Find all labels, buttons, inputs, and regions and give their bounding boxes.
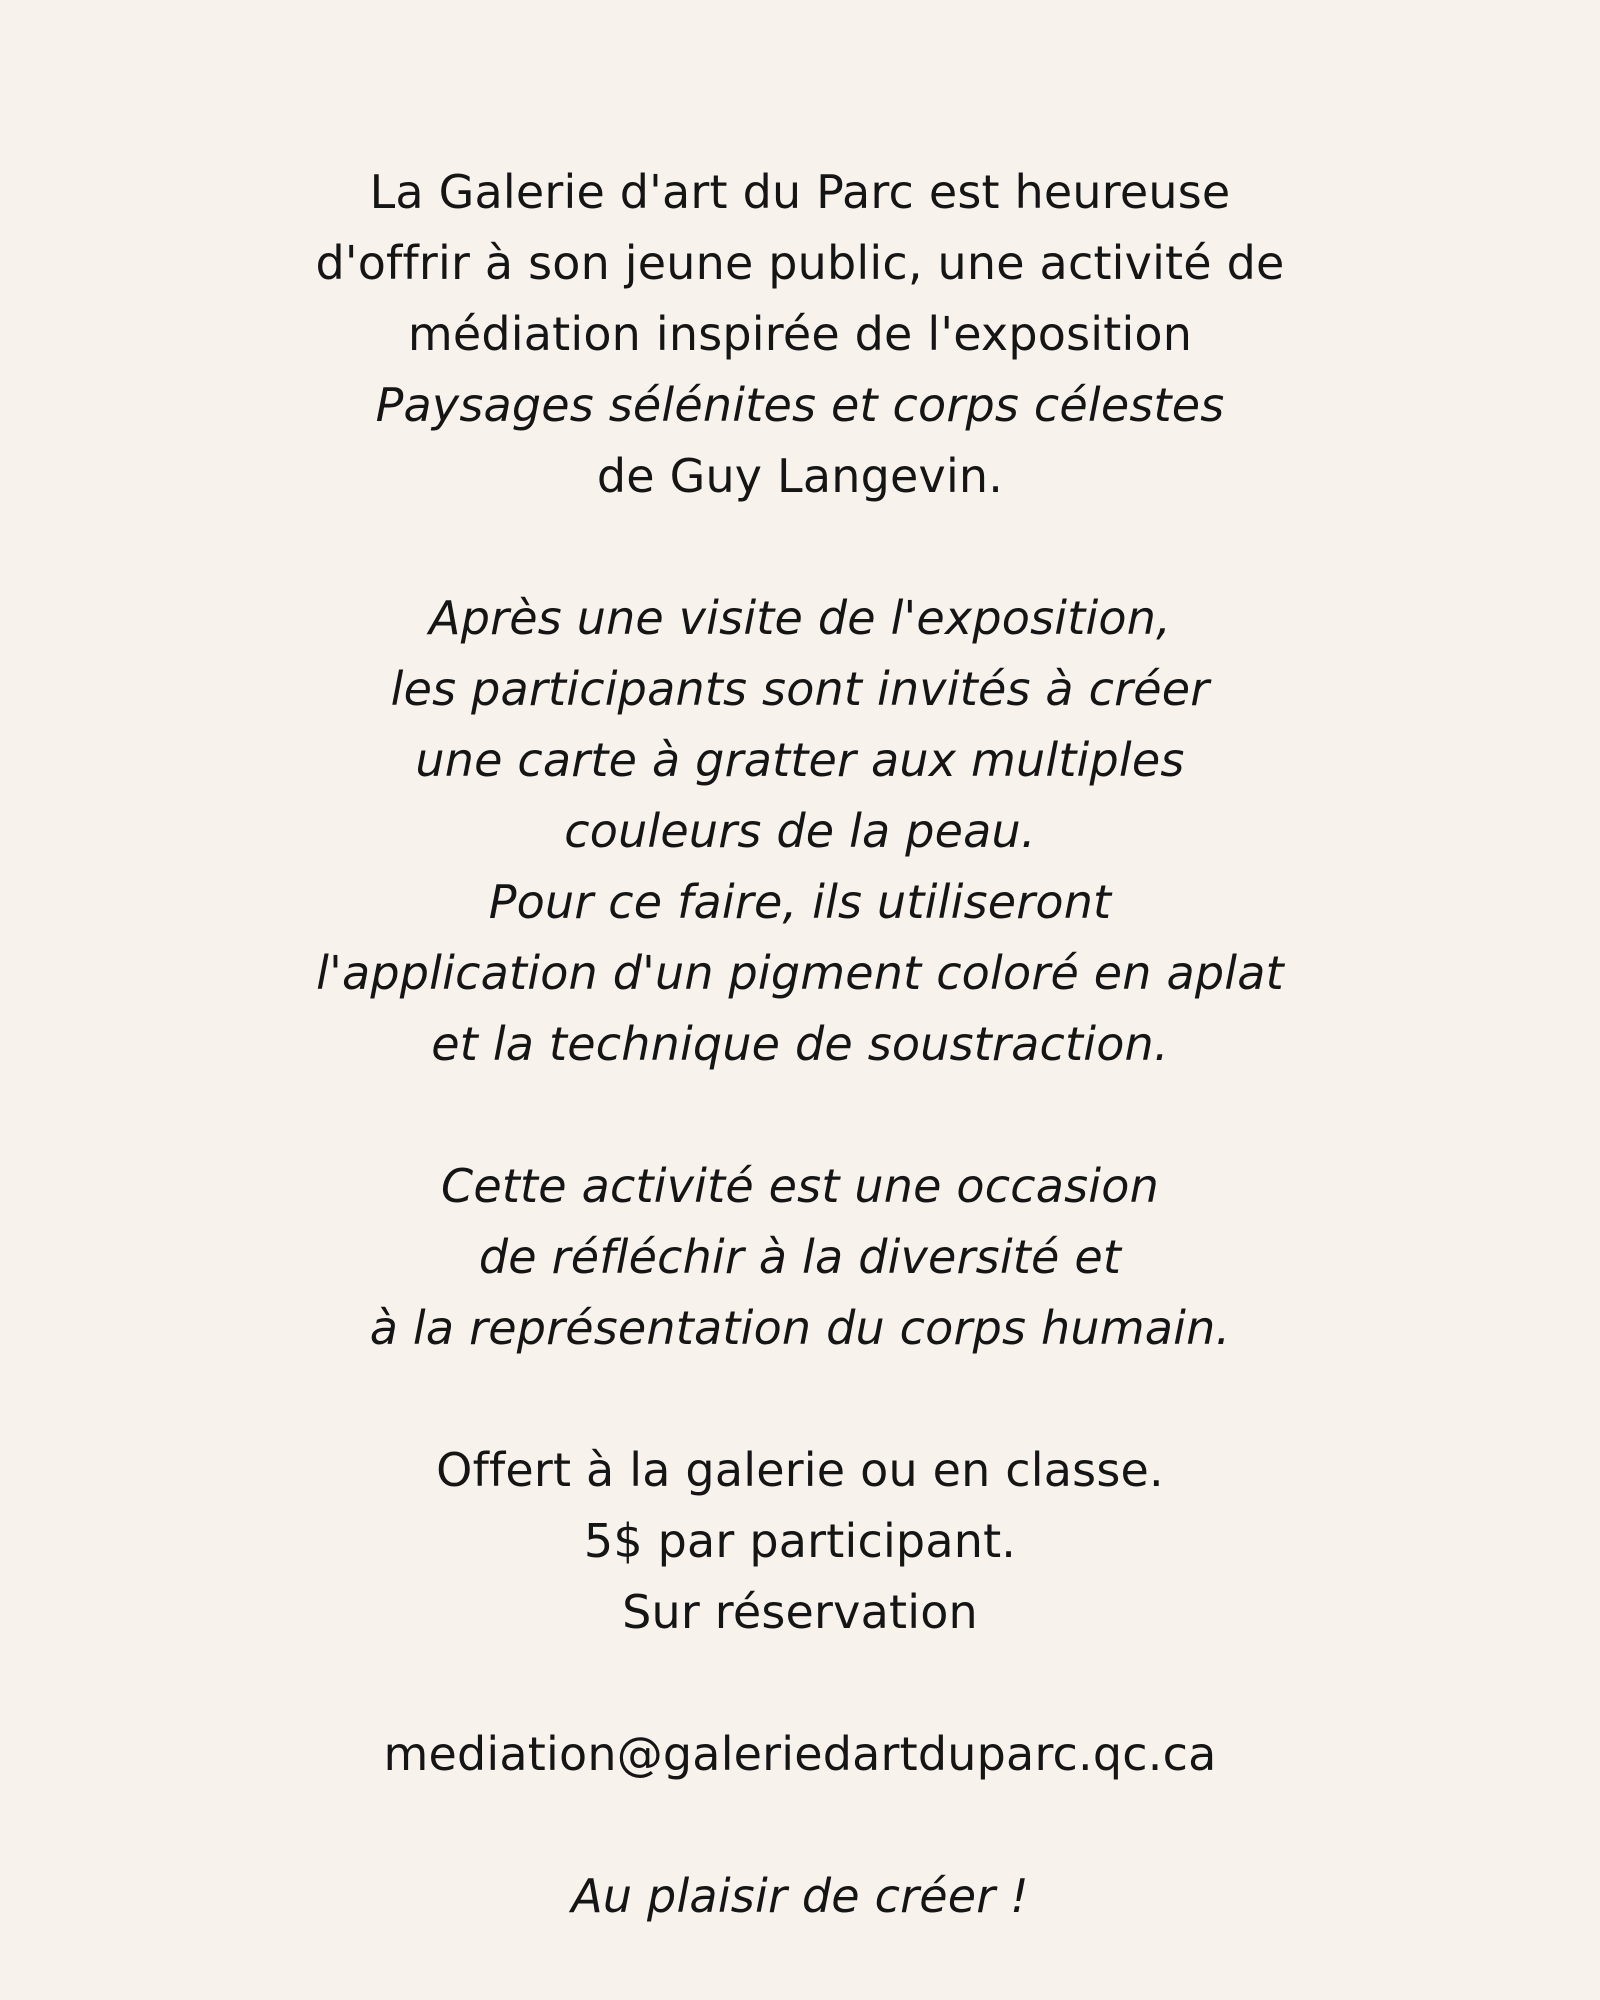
activity-paragraph — [0, 583, 1600, 1080]
paragraph-spacer — [0, 1080, 1600, 1151]
activity-line: couleurs de la peau. — [564, 804, 1036, 858]
activity-line: Après une visite de l'exposition, — [429, 591, 1171, 645]
paragraph-spacer — [0, 1648, 1600, 1719]
paragraph-spacer — [0, 1790, 1600, 1861]
intro-paragraph — [0, 157, 1600, 512]
intro-line-2: d'offrir à son jeune public, une activité de — [315, 236, 1285, 290]
reflection-line: de réfléchir à la diversité et — [478, 1230, 1122, 1284]
intro-line-5: de Guy Langevin. — [596, 449, 1004, 503]
details-line: Offert à la galerie ou en classe. — [436, 1443, 1164, 1497]
details-line: 5$ par participant. — [583, 1514, 1017, 1568]
closing-text: Au plaisir de créer ! — [571, 1869, 1029, 1923]
paragraph-spacer — [0, 512, 1600, 583]
details-line: Sur réservation — [622, 1585, 978, 1639]
activity-line: l'application d'un pigment coloré en aplat — [316, 946, 1284, 1000]
intro-line-3: médiation inspirée de l'exposition — [407, 307, 1193, 361]
activity-line: Pour ce faire, ils utiliseront — [488, 875, 1112, 929]
activity-line: les participants sont invités à créer — [390, 662, 1210, 716]
flyer-text-block — [0, 157, 1600, 1932]
paragraph-spacer — [0, 1364, 1600, 1435]
reflection-paragraph — [0, 1151, 1600, 1364]
reflection-line: Cette activité est une occasion — [441, 1159, 1159, 1213]
intro-line-1: La Galerie d'art du Parc est heureuse — [369, 165, 1231, 219]
activity-line: et la technique de soustraction. — [431, 1017, 1169, 1071]
contact-email[interactable]: mediation@galeriedartduparc.qc.ca — [383, 1727, 1217, 1781]
details-paragraph — [0, 1435, 1600, 1648]
reflection-line: à la représentation du corps humain. — [369, 1301, 1231, 1355]
exhibition-title: Paysages sélénites et corps célestes — [375, 378, 1225, 432]
activity-line: une carte à gratter aux multiples — [415, 733, 1185, 787]
